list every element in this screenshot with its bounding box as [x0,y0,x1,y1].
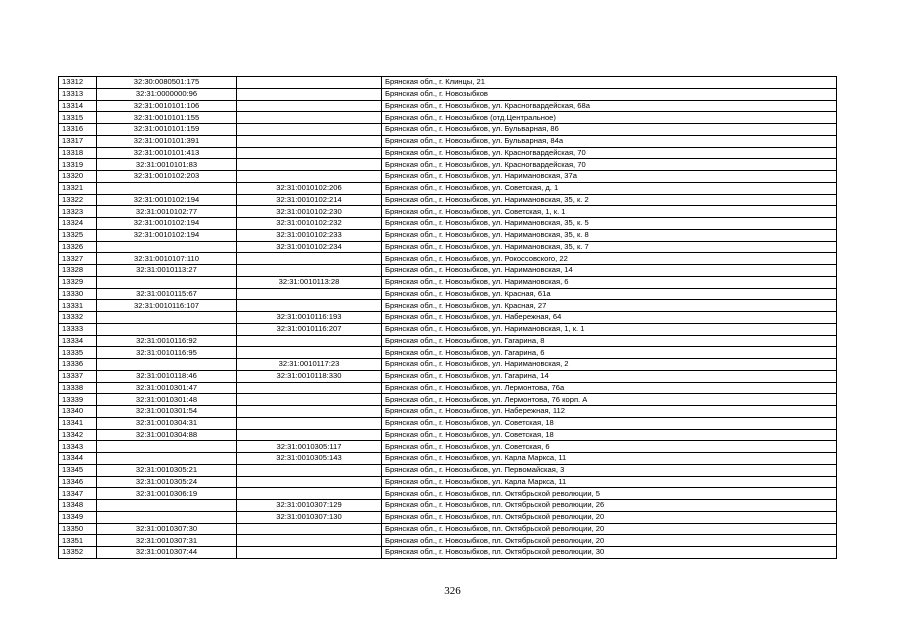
row-number-cell: 13344 [59,453,97,465]
address-cell: Брянская обл., г. Новозыбков, ул. Советская, д. 1 [382,182,837,194]
cadastral-number-2-cell: 32:31:0010102:230 [237,206,382,218]
cadastral-number-cell: 32:31:0010101:106 [97,100,237,112]
row-number-cell: 13336 [59,359,97,371]
row-number-cell: 13334 [59,335,97,347]
address-cell: Брянская обл., г. Новозыбков, ул. Советская, 1, к. 1 [382,206,837,218]
page-number: 326 [444,585,461,597]
cadastral-number-cell: 32:31:0010307:44 [97,547,237,559]
cadastral-number-cell [97,511,237,523]
cadastral-number-2-cell [237,382,382,394]
cadastral-number-2-cell [237,88,382,100]
table-row [59,406,837,418]
address-cell: Брянская обл., г. Новозыбков, ул. Лермонтова, 76 корп. А [382,394,837,406]
cadastral-number-cell: 32:31:0010306:19 [97,488,237,500]
cadastral-number-2-cell: 32:31:0010307:129 [237,500,382,512]
address-cell: Брянская обл., г. Новозыбков, ул. Набережная, 64 [382,312,837,324]
cadastral-number-2-cell [237,112,382,124]
cadastral-number-2-cell [237,488,382,500]
address-cell: Брянская обл., г. Новозыбков, пл. Октябрьской революции, 26 [382,500,837,512]
address-cell: Брянская обл., г. Новозыбков, ул. Набережная, 112 [382,406,837,418]
cadastral-number-cell: 32:31:0010304:88 [97,429,237,441]
cadastral-number-cell: 32:31:0010102:194 [97,229,237,241]
address-cell: Брянская обл., г. Новозыбков, ул. Лермонтова, 76а [382,382,837,394]
cadastral-number-2-cell: 32:31:0010305:117 [237,441,382,453]
table-row [59,523,837,535]
cadastral-number-cell: 32:31:0010101:155 [97,112,237,124]
cadastral-number-2-cell [237,77,382,89]
cadastral-number-cell: 32:31:0010101:83 [97,159,237,171]
cadastral-number-2-cell [237,406,382,418]
table-row [59,535,837,547]
table-row [59,100,837,112]
address-cell: Брянская обл., г. Новозыбков, ул. Гагарина, 8 [382,335,837,347]
table-row [59,77,837,89]
cadastral-number-cell: 32:31:0010102:203 [97,171,237,183]
address-cell: Брянская обл., г. Новозыбков, ул. Красногвардейская, 68а [382,100,837,112]
row-number-cell: 13331 [59,300,97,312]
table-row [59,229,837,241]
cadastral-number-cell [97,453,237,465]
address-cell: Брянская обл., г. Новозыбков, ул. Первомайская, 3 [382,464,837,476]
registry-table [58,76,837,559]
address-cell: Брянская обл., г. Новозыбков (отд.Центральное) [382,112,837,124]
cadastral-number-2-cell: 32:31:0010102:206 [237,182,382,194]
cadastral-number-cell: 32:31:0000000:96 [97,88,237,100]
cadastral-number-2-cell [237,535,382,547]
cadastral-number-2-cell: 32:31:0010102:234 [237,241,382,253]
cadastral-number-cell: 32:31:0010116:92 [97,335,237,347]
cadastral-number-cell: 32:31:0010116:95 [97,347,237,359]
address-cell: Брянская обл., г. Новозыбков, ул. Красногвардейская, 70 [382,147,837,159]
address-cell: Брянская обл., г. Новозыбков, ул. Красногвардейская, 70 [382,159,837,171]
table-row [59,206,837,218]
table-row [59,124,837,136]
registry-table-body [59,77,837,559]
table-row [59,394,837,406]
address-cell: Брянская обл., г. Новозыбков, ул. Гагарина, 14 [382,370,837,382]
cadastral-number-cell: 32:31:0010304:31 [97,417,237,429]
cadastral-number-2-cell: 32:31:0010117:23 [237,359,382,371]
table-row [59,88,837,100]
cadastral-number-2-cell [237,265,382,277]
cadastral-number-cell: 32:31:0010301:54 [97,406,237,418]
address-cell: Брянская обл., г. Новозыбков, ул. Наримановская, 1, к. 1 [382,323,837,335]
cadastral-number-2-cell: 32:31:0010116:193 [237,312,382,324]
row-number-cell: 13327 [59,253,97,265]
address-cell: Брянская обл., г. Новозыбков, ул. Наримановская, 35, к. 2 [382,194,837,206]
row-number-cell: 13328 [59,265,97,277]
table-row [59,500,837,512]
table-row [59,147,837,159]
cadastral-number-2-cell [237,464,382,476]
address-cell: Брянская обл., г. Новозыбков, ул. Гагарина, 6 [382,347,837,359]
row-number-cell: 13332 [59,312,97,324]
cadastral-number-2-cell [237,100,382,112]
table-row [59,241,837,253]
cadastral-number-2-cell [237,523,382,535]
address-cell: Брянская обл., г. Новозыбков, ул. Наримановская, 2 [382,359,837,371]
cadastral-number-cell: 32:31:0010305:24 [97,476,237,488]
row-number-cell: 13313 [59,88,97,100]
cadastral-number-2-cell [237,394,382,406]
cadastral-number-2-cell [237,253,382,265]
table-row [59,441,837,453]
table-row [59,359,837,371]
cadastral-number-2-cell [237,476,382,488]
table-row [59,194,837,206]
table-row [59,347,837,359]
row-number-cell: 13339 [59,394,97,406]
cadastral-number-cell [97,441,237,453]
table-row [59,429,837,441]
address-cell: Брянская обл., г. Новозыбков, ул. Наримановская, 35, к. 7 [382,241,837,253]
table-row [59,218,837,230]
cadastral-number-cell: 32:31:0010307:30 [97,523,237,535]
cadastral-number-cell: 32:30:0080501:175 [97,77,237,89]
row-number-cell: 13329 [59,276,97,288]
row-number-cell: 13349 [59,511,97,523]
table-row [59,370,837,382]
row-number-cell: 13352 [59,547,97,559]
address-cell: Брянская обл., г. Новозыбков, ул. Бульварная, 84а [382,135,837,147]
table-row [59,171,837,183]
row-number-cell: 13317 [59,135,97,147]
address-cell: Брянская обл., г. Новозыбков, ул. Советская, 18 [382,429,837,441]
cadastral-number-2-cell [237,124,382,136]
table-row [59,488,837,500]
row-number-cell: 13342 [59,429,97,441]
table-row [59,547,837,559]
cadastral-number-cell [97,323,237,335]
row-number-cell: 13333 [59,323,97,335]
table-row [59,335,837,347]
table-row [59,382,837,394]
row-number-cell: 13338 [59,382,97,394]
cadastral-number-2-cell [237,135,382,147]
address-cell: Брянская обл., г. Новозыбков, ул. Наримановская, 35, к. 5 [382,218,837,230]
cadastral-number-cell [97,276,237,288]
cadastral-number-2-cell [237,300,382,312]
table-row [59,464,837,476]
row-number-cell: 13337 [59,370,97,382]
address-cell: Брянская обл., г. Новозыбков, ул. Наримановская, 6 [382,276,837,288]
cadastral-number-2-cell [237,159,382,171]
cadastral-number-cell: 32:31:0010101:159 [97,124,237,136]
cadastral-number-cell [97,312,237,324]
table-row [59,511,837,523]
address-cell: Брянская обл., г. Новозыбков, ул. Советская, 18 [382,417,837,429]
row-number-cell: 13345 [59,464,97,476]
cadastral-number-cell: 32:31:0010102:194 [97,194,237,206]
cadastral-number-cell [97,241,237,253]
cadastral-number-cell: 32:31:0010307:31 [97,535,237,547]
row-number-cell: 13315 [59,112,97,124]
address-cell: Брянская обл., г. Новозыбков, пл. Октябрьской революции, 20 [382,511,837,523]
cadastral-number-cell: 32:31:0010102:194 [97,218,237,230]
row-number-cell: 13330 [59,288,97,300]
row-number-cell: 13318 [59,147,97,159]
cadastral-number-cell: 32:31:0010305:21 [97,464,237,476]
cadastral-number-2-cell: 32:31:0010113:28 [237,276,382,288]
table-row [59,323,837,335]
address-cell: Брянская обл., г. Новозыбков, пл. Октябрьской революции, 20 [382,523,837,535]
cadastral-number-2-cell [237,171,382,183]
cadastral-number-2-cell: 32:31:0010307:130 [237,511,382,523]
row-number-cell: 13351 [59,535,97,547]
cadastral-number-cell: 32:31:0010118:46 [97,370,237,382]
address-cell: Брянская обл., г. Новозыбков, ул. Карла Маркса, 11 [382,476,837,488]
row-number-cell: 13320 [59,171,97,183]
table-row [59,476,837,488]
row-number-cell: 13321 [59,182,97,194]
cadastral-number-cell: 32:31:0010116:107 [97,300,237,312]
address-cell: Брянская обл., г. Новозыбков, ул. Карла Маркса, 11 [382,453,837,465]
cadastral-number-cell: 32:31:0010301:47 [97,382,237,394]
address-cell: Брянская обл., г. Новозыбков, ул. Красная, 61а [382,288,837,300]
address-cell: Брянская обл., г. Новозыбков, ул. Советская, 6 [382,441,837,453]
row-number-cell: 13350 [59,523,97,535]
row-number-cell: 13341 [59,417,97,429]
row-number-cell: 13343 [59,441,97,453]
cadastral-number-cell: 32:31:0010102:77 [97,206,237,218]
table-row [59,288,837,300]
address-cell: Брянская обл., г. Новозыбков [382,88,837,100]
cadastral-number-cell: 32:31:0010113:27 [97,265,237,277]
table-row [59,112,837,124]
table-row [59,312,837,324]
cadastral-number-2-cell: 32:31:0010102:233 [237,229,382,241]
row-number-cell: 13325 [59,229,97,241]
row-number-cell: 13347 [59,488,97,500]
table-row [59,276,837,288]
cadastral-number-cell [97,359,237,371]
table-row [59,453,837,465]
table-row [59,265,837,277]
cadastral-number-2-cell [237,547,382,559]
cadastral-number-2-cell: 32:31:0010116:207 [237,323,382,335]
address-cell: Брянская обл., г. Новозыбков, ул. Наримановская, 37а [382,171,837,183]
row-number-cell: 13335 [59,347,97,359]
cadastral-number-2-cell [237,429,382,441]
cadastral-number-2-cell [237,417,382,429]
row-number-cell: 13319 [59,159,97,171]
table-row [59,182,837,194]
address-cell: Брянская обл., г. Клинцы, 21 [382,77,837,89]
cadastral-number-cell: 32:31:0010115:67 [97,288,237,300]
cadastral-number-2-cell: 32:31:0010305:143 [237,453,382,465]
cadastral-number-2-cell: 32:31:0010102:214 [237,194,382,206]
address-cell: Брянская обл., г. Новозыбков, ул. Рокоссовского, 22 [382,253,837,265]
cadastral-number-2-cell: 32:31:0010102:232 [237,218,382,230]
cadastral-number-cell: 32:31:0010101:391 [97,135,237,147]
cadastral-number-cell: 32:31:0010107:110 [97,253,237,265]
cadastral-number-2-cell [237,147,382,159]
address-cell: Брянская обл., г. Новозыбков, ул. Наримановская, 35, к. 8 [382,229,837,241]
row-number-cell: 13314 [59,100,97,112]
row-number-cell: 13346 [59,476,97,488]
table-row [59,135,837,147]
cadastral-number-2-cell [237,347,382,359]
cadastral-number-2-cell [237,335,382,347]
row-number-cell: 13322 [59,194,97,206]
row-number-cell: 13340 [59,406,97,418]
row-number-cell: 13348 [59,500,97,512]
address-cell: Брянская обл., г. Новозыбков, пл. Октябрьской революции, 5 [382,488,837,500]
row-number-cell: 13312 [59,77,97,89]
address-cell: Брянская обл., г. Новозыбков, пл. Октябрьской революции, 20 [382,535,837,547]
cadastral-number-2-cell [237,288,382,300]
address-cell: Брянская обл., г. Новозыбков, пл. Октябрьской революции, 30 [382,547,837,559]
address-cell: Брянская обл., г. Новозыбков, ул. Красная, 27 [382,300,837,312]
row-number-cell: 13326 [59,241,97,253]
cadastral-number-cell [97,182,237,194]
cadastral-number-cell: 32:31:0010301:48 [97,394,237,406]
cadastral-number-cell: 32:31:0010101:413 [97,147,237,159]
address-cell: Брянская обл., г. Новозыбков, ул. Наримановская, 14 [382,265,837,277]
row-number-cell: 13324 [59,218,97,230]
table-row [59,159,837,171]
address-cell: Брянская обл., г. Новозыбков, ул. Бульварная, 86 [382,124,837,136]
cadastral-number-2-cell: 32:31:0010118:330 [237,370,382,382]
table-row [59,253,837,265]
row-number-cell: 13323 [59,206,97,218]
table-row [59,417,837,429]
row-number-cell: 13316 [59,124,97,136]
table-row [59,300,837,312]
cadastral-number-cell [97,500,237,512]
